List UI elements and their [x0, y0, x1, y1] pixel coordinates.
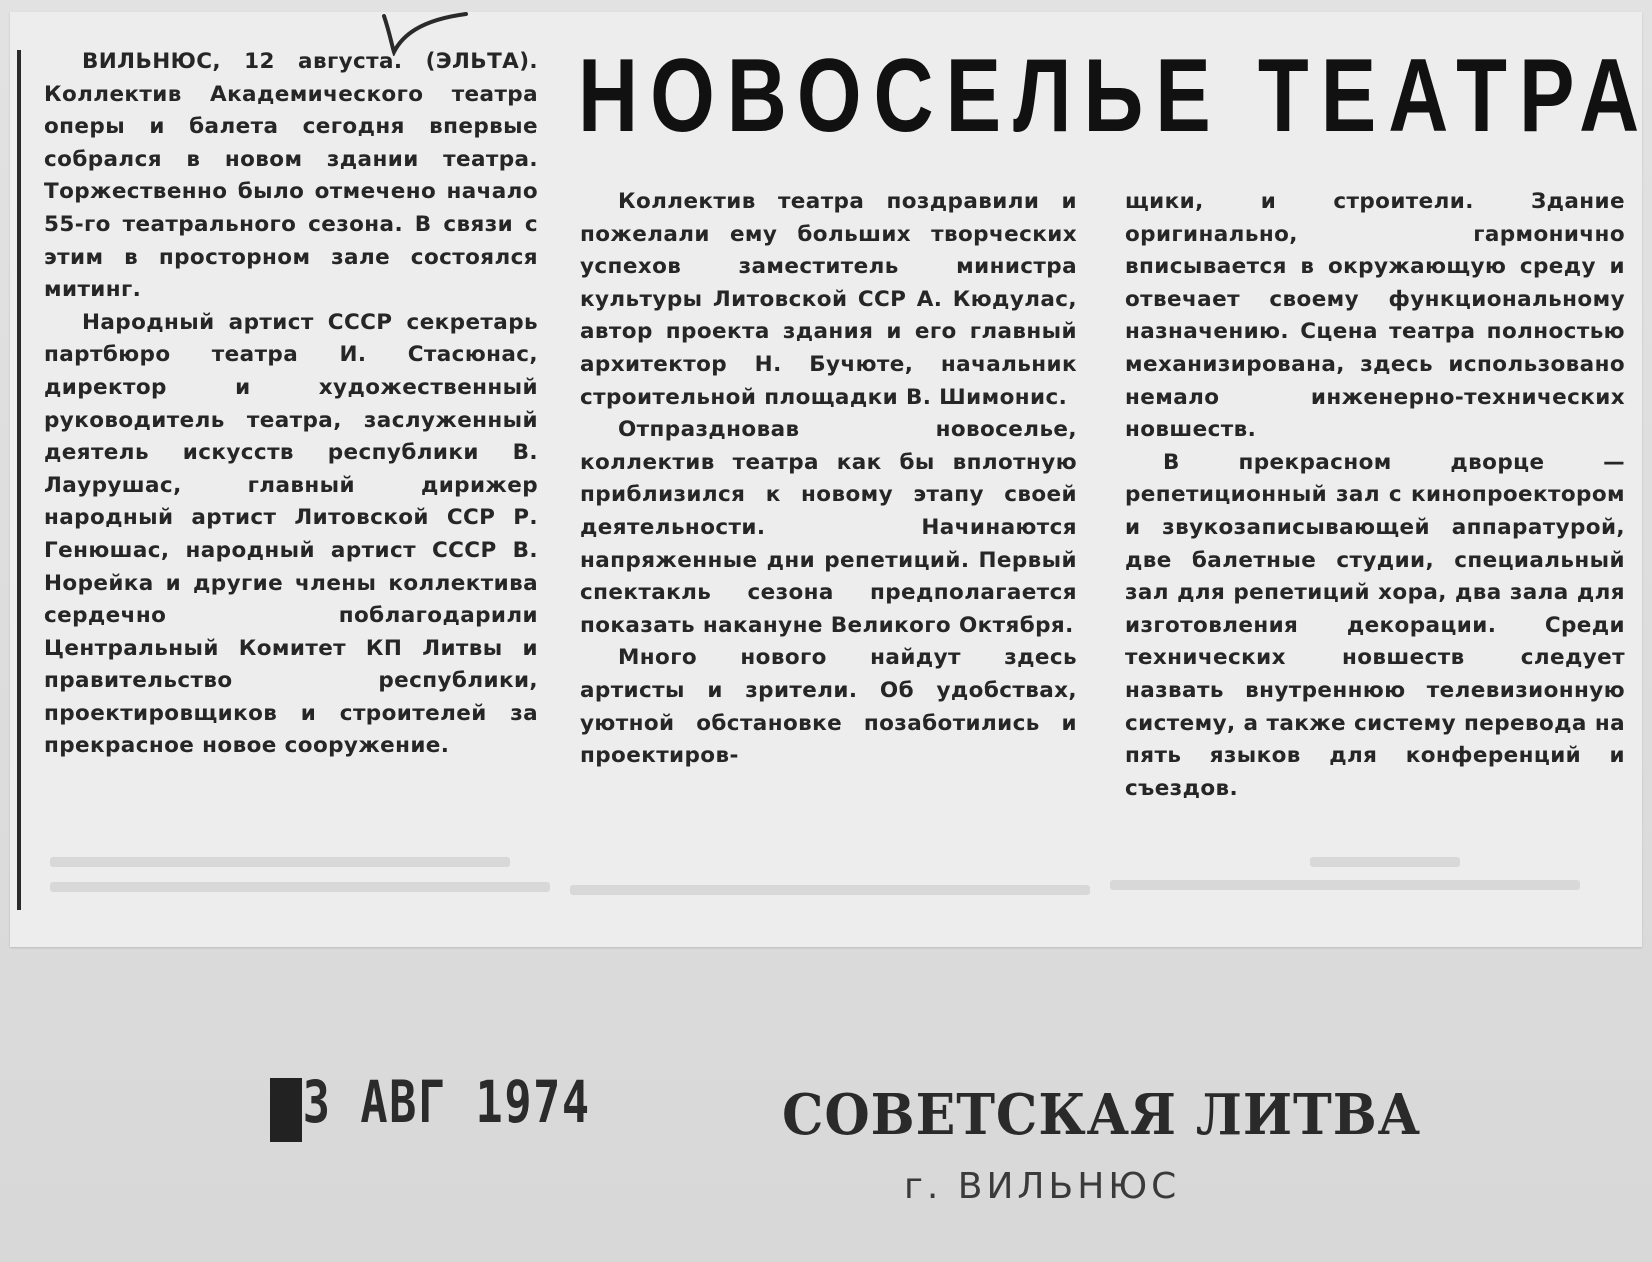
bleed-through-line [50, 882, 550, 892]
paragraph: Народный артист СССР секретарь партбюро театра И. Стасюнас, директор и художественный руководитель театра, заслуженный деятель искусств республики В. Лаурушас, главный дирижер народный артист Литовской ССР Р. Генюшас, народный артист СССР В. Норейка и другие члены коллектива сердечно поблагодарили Центральный Комитет КП Литвы и правительство республики, проектировщиков и строителей за прекрасное новое сооружение. [44, 309, 538, 759]
bleed-through-line [1110, 880, 1580, 890]
article-column-2 [580, 186, 1077, 773]
date-stamp: 3 АВГ 1974 [302, 1068, 591, 1136]
paragraph: Отпраздновав новоселье, коллектив театра как бы вплотную приблизился к новому этапу своей деятельности. Начинаются напряженные дни репетиций. Первый спектакль сезона предполагается показать накануне Великого Октября. [580, 417, 1077, 638]
article-column-3 [1125, 186, 1625, 805]
bleed-through-line [570, 885, 1090, 895]
city-stamp: г. ВИЛЬНЮС [904, 1166, 1181, 1207]
paragraph: В прекрасном дворце — репетиционный зал с кинопроектором и звукозаписывающей аппаратурой, две балетные студии, специальный зал для репетиций хора, два зала для изготовления декорации. Среди технических новшеств следует назвать внутреннюю телевизионную систему, а также систему перевода на пять языков для конференций и съездов. [1125, 449, 1625, 801]
column-rule [17, 50, 21, 910]
article-headline: НОВОСЕЛЬЕ ТЕАТРА [578, 38, 1652, 154]
paragraph: Много нового найдут здесь артисты и зрители. Об удобствах, уютной обстановке позаботились и проектиров- [580, 645, 1077, 769]
paragraph: ВИЛЬНЮС, 12 августа. (ЭЛЬТА). Коллектив Академического театра оперы и балета сегодня впервые собрался в новом здании театра. Торжественно было отмечено начало 55-го театрального сезона. В связи с этим в просторном зале состоялся митинг. [44, 49, 538, 303]
paragraph: щики, и строители. Здание оригинально, гармонично вписывается в окружающую среду и отвечает своему функциональному назначению. Сцена театра полностью механизирована, здесь использовано немало инженерно-технических новшеств. [1125, 189, 1625, 443]
article-column-1 [44, 46, 538, 763]
paragraph: Коллектив театра поздравили и пожелали ему больших творческих успехов заместитель министра культуры Литовской ССР А. Кюдулас, автор проекта здания и его главный архитектор Н. Бучюте, начальник строительной площадки В. Шимонис. [580, 189, 1077, 410]
bleed-through-line [1310, 857, 1460, 867]
newspaper-stamp: СОВЕТСКАЯ ЛИТВА [782, 1082, 1421, 1148]
bleed-through-line [50, 857, 510, 867]
